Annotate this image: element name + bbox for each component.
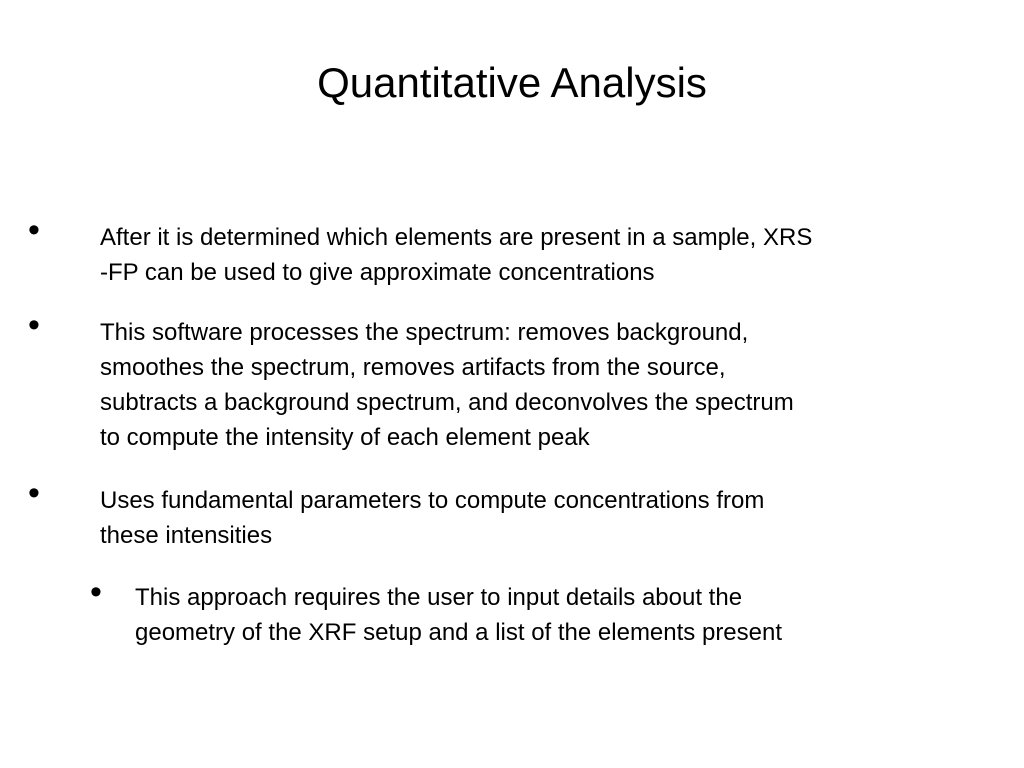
bullet-dot-icon: • — [28, 474, 40, 512]
slide-title: Quantitative Analysis — [317, 59, 707, 106]
bullet-2-text: This software processes the spectrum: removes background, smoothes the spectrum, removes artifacts from the source, subtracts a background spectrum, and deconvolves the spectrum to compute the intensity of each element peak — [100, 319, 794, 451]
bullet-dot-icon: • — [28, 306, 40, 344]
sub-bullet-1-text: This approach requires the user to input details about the geometry of the XRF setup and a list of the elements present — [135, 584, 783, 646]
bullet-1-text: After it is determined which elements are present in a sample, XRS -FP can be used to give approximate concentrations — [100, 224, 813, 286]
bullet-3-text: Uses fundamental parameters to compute concentrations from these intensities — [100, 487, 765, 549]
sub-bullet-dot-icon: • — [90, 573, 102, 611]
bullet-dot-icon: • — [28, 211, 40, 249]
